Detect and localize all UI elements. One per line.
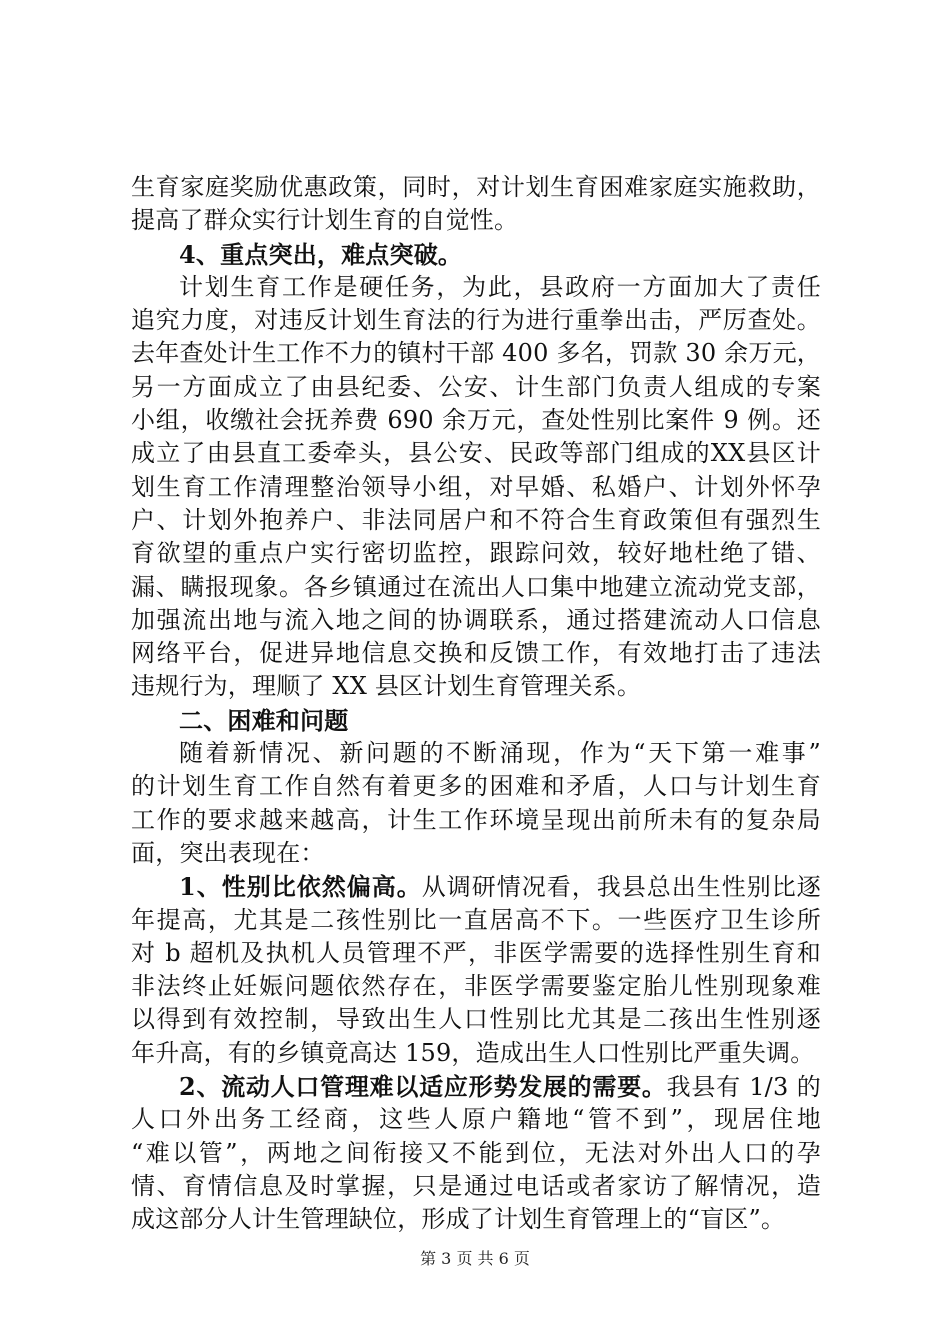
inline-heading: 1、性别比依然偏高。: [179, 872, 422, 902]
paragraph-line: 成这部分人计生管理缺位，形成了计划生育管理上的“盲区”。: [131, 1205, 786, 1234]
paragraph-line: 户、计划外抱养户、非法同居户和不符合生育政策但有强烈生: [131, 505, 821, 534]
paragraph-line: 人口外出务工经商，这些人原户籍地“管不到”，现居住地: [131, 1105, 821, 1134]
paragraph-line: 网络平台，促进异地信息交换和反馈工作，有效地打击了违法: [131, 639, 821, 668]
paragraph-line: 非法终止妊娠问题依然存在，非医学需要鉴定胎儿性别现象难: [131, 972, 821, 1001]
paragraph-line: 追究力度，对违反计划生育法的行为进行重拳出击，严厉查处。: [131, 306, 821, 335]
paragraph-line: 育欲望的重点户实行密切监控，跟踪问效，较好地杜绝了错、: [131, 539, 821, 568]
document-body: [131, 171, 821, 1237]
paragraph-line: 另一方面成立了由县纪委、公安、计生部门负责人组成的专案: [131, 372, 821, 401]
paragraph-line: [131, 1070, 821, 1103]
paragraph-line: 去年查处计生工作不力的镇村干部 400 多名，罚款 30 余万元，: [131, 339, 821, 368]
inline-heading: 2、流动人口管理难以适应形势发展的需要。: [179, 1072, 667, 1102]
paragraph-line: 划生育工作清理整治领导小组，对早婚、私婚户、计划外怀孕: [131, 472, 821, 501]
paragraph-line: 漏、瞒报现象。各乡镇通过在流出人口集中地建立流动党支部，: [131, 572, 821, 601]
paragraph-line: 面，突出表现在：: [131, 838, 325, 867]
paragraph-line: 对 b 超机及执机人员管理不严，非医学需要的选择性别生育和: [131, 938, 821, 967]
paragraph-line: 工作的要求越来越高，计生工作环境呈现出前所未有的复杂局: [131, 805, 821, 834]
inline-text: 我县有 1/3 的: [666, 1073, 821, 1102]
paragraph-line: 违规行为，理顺了 XX 县区计划生育管理关系。: [131, 672, 642, 701]
paragraph-line: [131, 870, 821, 903]
paragraph-line: 成立了由县直工委牵头，县公安、民政等部门组成的XX县区计: [131, 439, 821, 468]
page-footer: [0, 1246, 950, 1269]
paragraph-line: 小组，收缴社会抚养费 690 余万元，查处性别比案件 9 例。还: [131, 406, 821, 435]
section-heading: 二、困难和问题: [179, 705, 349, 735]
section-heading: 4、重点突出，难点突破。: [179, 239, 463, 269]
paragraph-line: 的计划生育工作自然有着更多的困难和矛盾，人口与计划生育: [131, 772, 821, 801]
paragraph-line: 计划生育工作是硬任务，为此，县政府一方面加大了责任: [179, 272, 821, 301]
paragraph-line: 随着新情况、新问题的不断涌现，作为“天下第一难事”: [179, 739, 821, 768]
paragraph-line: 提高了群众实行计划生育的自觉性。: [131, 206, 519, 235]
paragraph-line: 年提高，尤其是二孩性别比一直居高不下。一些医疗卫生诊所: [131, 905, 821, 934]
paragraph-line: 以得到有效控制，导致出生人口性别比尤其是二孩出生性别逐: [131, 1005, 821, 1034]
page-number-label: 第 3 页 共 6 页: [420, 1249, 530, 1268]
paragraph-line: “难以管”，两地之间衔接又不能到位，无法对外出人口的孕: [131, 1138, 821, 1167]
paragraph-line: 加强流出地与流入地之间的协调联系，通过搭建流动人口信息: [131, 605, 821, 634]
inline-text: 从调研情况看，我县总出生性别比逐: [421, 873, 822, 902]
paragraph-line: 情、育情信息及时掌握，只是通过电话或者家访了解情况，造: [131, 1171, 821, 1200]
paragraph-line: 生育家庭奖励优惠政策，同时，对计划生育困难家庭实施救助，: [131, 173, 821, 201]
paragraph-line: 年升高，有的乡镇竟高达 159，造成出生人口性别比严重失调。: [131, 1038, 815, 1067]
